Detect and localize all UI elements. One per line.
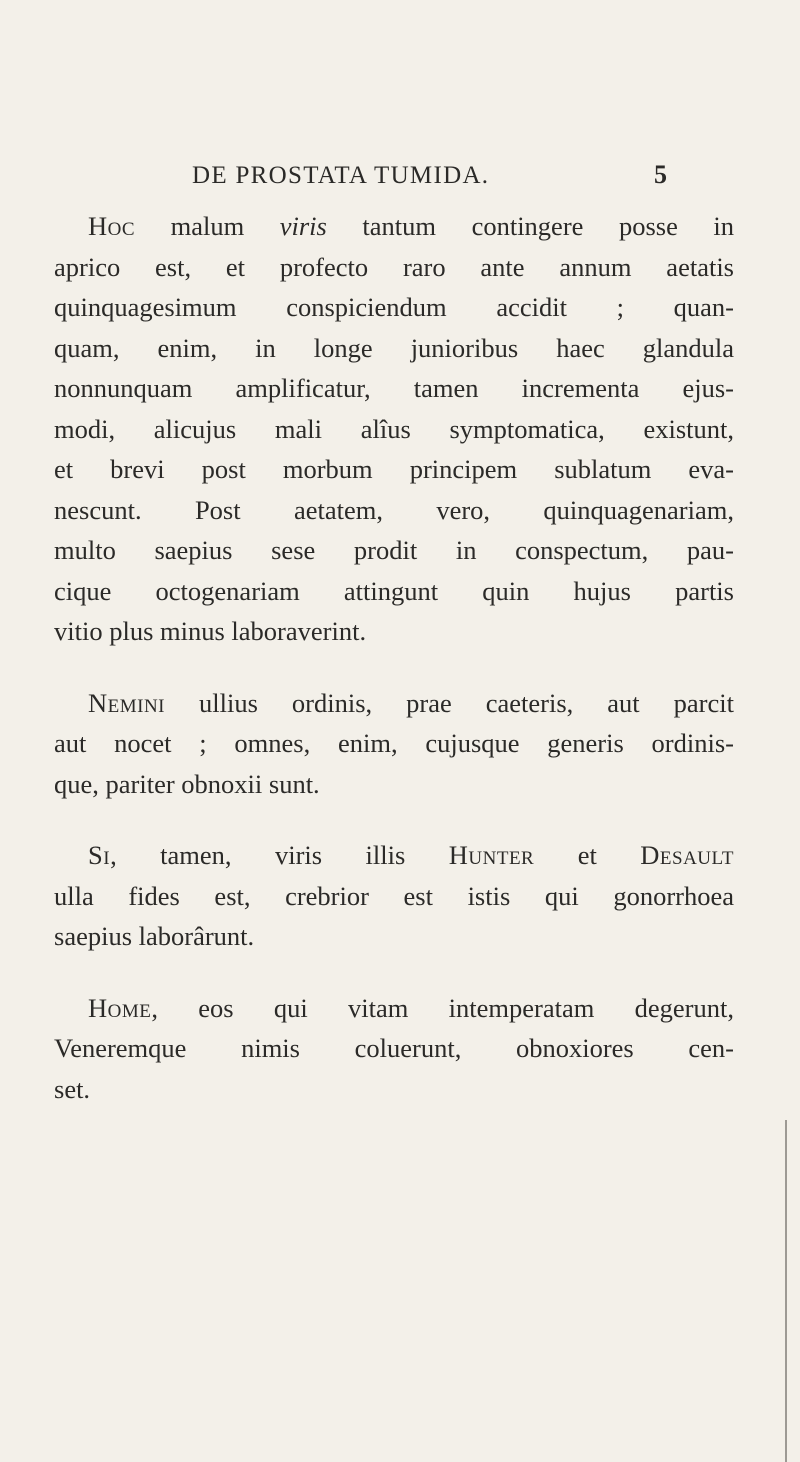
author-name-hunter: Hunter [448, 840, 535, 870]
paragraph-4 [54, 988, 734, 1110]
text-line: multo saepius sese prodit in conspectum, pau- [54, 535, 734, 565]
text-line: Veneremque nimis coluerunt, obnoxiores cen- [54, 1033, 734, 1063]
author-name-desault: Desault [640, 840, 734, 870]
running-title: DE PROSTATA TUMIDA. [192, 162, 490, 189]
paragraph-gap [54, 652, 734, 683]
text-line: set. [54, 1073, 91, 1104]
text-line: saepius laborârunt. [54, 921, 255, 951]
lead-word: Home [88, 992, 152, 1023]
text-line: ulla fides est, crebrior est istis qui gonorrhoea [54, 880, 734, 911]
text-span: , tamen, viris illis [110, 840, 449, 870]
paragraph-gap [54, 957, 734, 988]
text-line [54, 835, 734, 876]
text-span: ullius ordinis, prae caeteris, aut parcit [165, 687, 734, 718]
paragraph-gap [54, 804, 734, 835]
text-line: aut nocet ; omnes, enim, cujusque generis ordinis- [54, 728, 734, 758]
text-line: quinquagesimum conspiciendum accidit ; quan- [54, 292, 734, 322]
text-line [54, 206, 734, 247]
text-span: , eos qui vitam intemperatam degerunt, [151, 992, 734, 1023]
text-line: quam, enim, in longe junioribus haec glandula [54, 332, 734, 363]
paragraph-2 [54, 683, 734, 805]
lead-word: Si [88, 840, 111, 870]
page-edge-shadow [785, 1120, 787, 1462]
text-line: vitio plus minus laboraverint. [54, 616, 367, 646]
text-line: aprico est, et profecto raro ante annum aetatis [54, 251, 734, 282]
text-span: tantum contingere posse in [326, 211, 734, 241]
lead-word: Hoc [88, 211, 136, 241]
italic-word: viris [279, 211, 327, 241]
text-line: et brevi post morbum principem sublatum eva- [54, 454, 734, 484]
text-span: et [534, 840, 641, 870]
text-line [54, 683, 734, 724]
running-head [182, 162, 682, 202]
paragraph-1 [54, 206, 734, 652]
text-line: cique octogenariam attingunt quin hujus partis [54, 575, 734, 606]
text-line [54, 988, 734, 1029]
text-line: nonnunquam amplificatur, tamen incrementa ejus- [54, 373, 734, 403]
text-line: que, pariter obnoxii sunt. [54, 768, 320, 799]
body-text [54, 206, 734, 1109]
text-span: malum [135, 211, 280, 241]
page-number: 5 [654, 160, 667, 189]
text-line: nescunt. Post aetatem, vero, quinquagenariam, [54, 494, 734, 525]
lead-word: Nemini [88, 687, 166, 718]
text-line: modi, alicujus mali alîus symptomatica, existunt, [54, 413, 734, 444]
paragraph-3 [54, 835, 734, 957]
